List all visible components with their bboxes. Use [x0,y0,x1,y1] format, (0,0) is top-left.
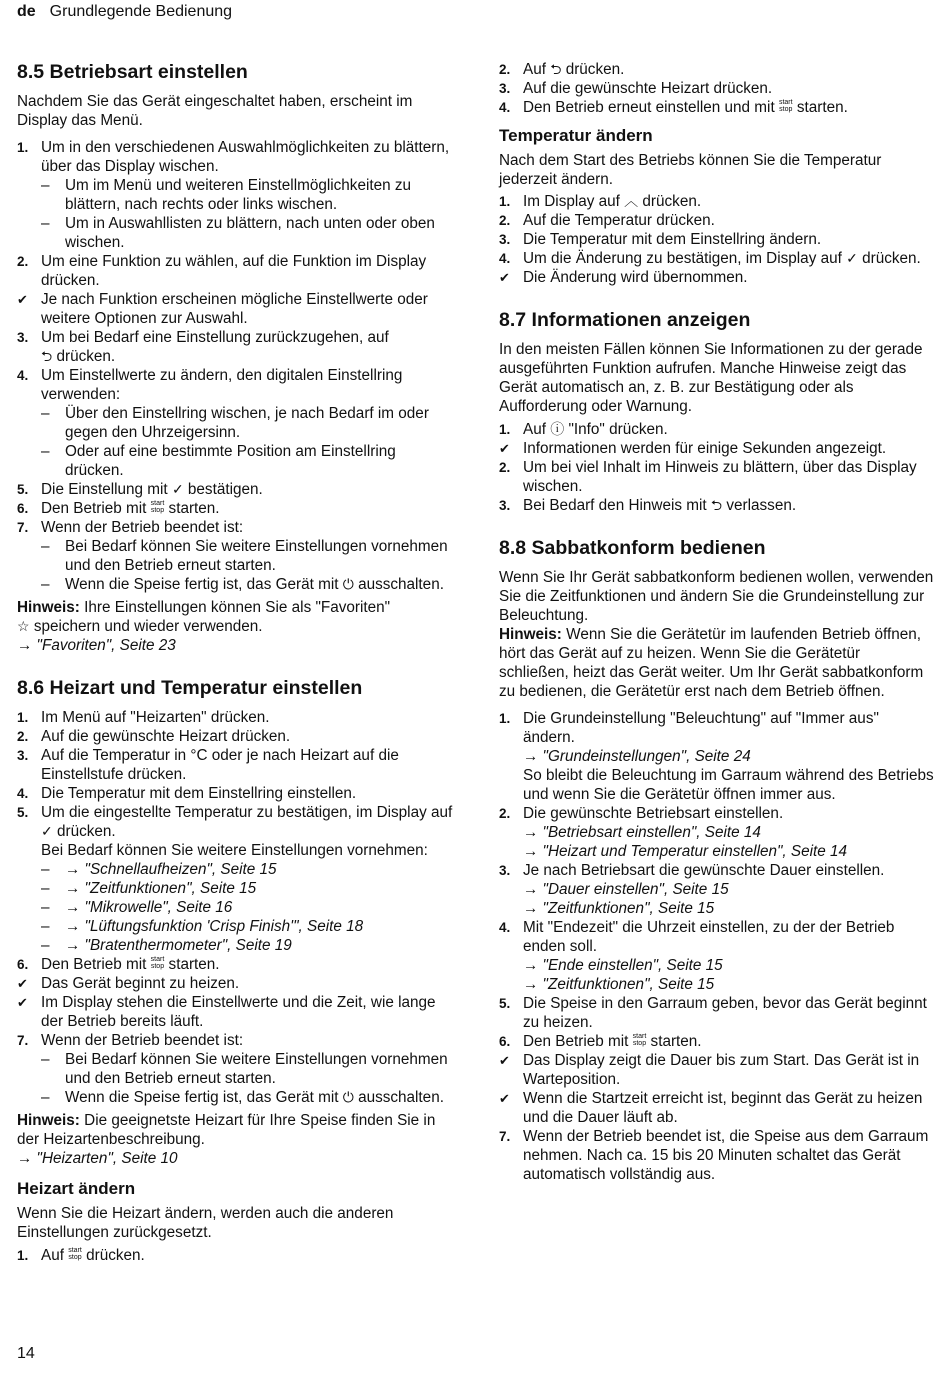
step: 7. Wenn der Betrieb beendet ist, die Speise aus dem Garraum nehmen. Nach ca. 15 bis 20 Minuten schaltet das Gerät automatisch vollständig aus. [499,1128,929,1183]
checkmark-icon: ✓ [846,250,858,266]
step: 1. Im Menü auf "Heizarten" drücken. [17,709,270,726]
step-text: Auf die gewünschte Heizart drücken. [523,80,773,97]
note: Hinweis: Ihre Einstellungen können Sie als "Favoriten" ☆ speichern und wieder verwenden. [17,599,391,635]
step-text: drücken. [565,61,625,78]
result-text: Im Display stehen die Einstellwerte und die Zeit, wie lange der Betrieb bereits läuft. [41,994,436,1030]
step: 7. Wenn der Betrieb beendet ist: [17,1032,244,1049]
start-stop-icon: start stop [150,956,165,970]
step-text: drücken. [56,348,116,365]
step-text: verlassen. [726,497,797,514]
step: 1. Auf ⓘ "Info" drücken. [499,421,668,438]
step-text: starten. [168,956,220,973]
back-icon: ⮌ [710,497,723,513]
step-text: Den Betrieb mit [41,500,147,517]
step: 1. Um in den verschiedenen Auswahlmöglichkeiten zu blättern, über das Display wischen. [17,139,450,175]
sub-step-text: ausschalten. [358,1089,444,1106]
sub-step-text: Bei Bedarf können Sie weitere Einstellungen vornehmen und den Betrieb erneut starten. [65,538,448,574]
heading-8-5: 8.5 Betriebsart einstellen [17,61,248,83]
heading-8-8: 8.8 Sabbatkonform bedienen [499,537,766,559]
left-column [17,60,457,1265]
step-text: Den Betrieb erneut einstellen und mit [523,99,775,116]
step-text: Die Speise in den Garraum geben, bevor das Gerät beginnt zu heizen. [523,995,927,1031]
sub-step-text: ausschalten. [358,576,444,593]
sub-step-text: Über den Einstellring wischen, je nach Bedarf im oder gegen den Uhrzeigersinn. [65,405,429,441]
intro-8-7: In den meisten Fällen können Sie Informationen zu der gerade ausgeführten Funktion aufrufen. Manche Hinweise zeigt das Gerät automatisch an, z. B. zur Bestätigung oder als Aufforderung oder Warnung. [499,341,923,415]
result [17,290,457,328]
step: 1. Auf start stop drücken. [17,1247,145,1264]
checkmark-icon: ✓ [171,481,184,497]
sub-step: – Wenn die Speise fertig ist, das Gerät mit ⏻ ausschalten. [41,1089,444,1106]
note: Hinweis: Wenn Sie die Gerätetür im laufenden Betrieb öffnen, hört das Gerät auf zu heizen. Wenn Sie die Gerätetür schließen, heizt das Gerät weiter. Um Ihr Gerät sabbatkonform zu bedienen, die Gerätetür erst nach dem Betrieb öffnen. [499,626,924,700]
result-text: Das Gerät beginnt zu heizen. [41,975,240,992]
result [17,993,457,1031]
heading-temperatur-aendern: Temperatur ändern [499,126,653,145]
step-text: starten. [168,500,220,517]
cross-reference[interactable]: → "Betriebsart einstellen", Seite 14 [523,824,761,841]
step: 2. Auf die gewünschte Heizart drücken. [17,728,291,745]
step: 3. Bei Bedarf den Hinweis mit ⮌ verlassen. [499,497,797,514]
cross-reference[interactable]: → "Heizart und Temperatur einstellen", Seite 14 [523,843,848,860]
sub-step-text: Wenn die Speise fertig ist, das Gerät mit [65,1089,339,1106]
step-text: Wenn der Betrieb beendet ist: [41,1032,244,1049]
step: 4. Um die Änderung zu bestätigen, im Display auf ✓ drücken. [499,250,921,267]
checkmark-icon: ✓ [41,823,53,839]
check-icon: ✔ [17,976,28,991]
sub-step: – Bei Bedarf können Sie weitere Einstellungen vornehmen und den Betrieb erneut starten. [41,1051,448,1087]
chevron-up-icon: ︿ [624,193,639,209]
step-text: Um in den verschiedenen Auswahlmöglichkeiten zu blättern, über das Display wischen. [41,139,450,175]
check-icon: ✔ [499,441,510,456]
step-text: Im Display auf [523,193,620,210]
reference-item[interactable]: – → "Bratenthermometer", Seite 19 [41,937,292,954]
step: 2. Auf ⮌ drücken. [499,61,625,78]
step: 4. Um Einstellwerte zu ändern, den digitalen Einstellring verwenden: [17,367,403,403]
step-text: So bleibt die Beleuchtung im Garraum während des Betriebs und wenn Sie die Gerätetür öffnen immer aus. [523,767,934,803]
step-text: starten. [796,99,848,116]
step-text: Um bei viel Inhalt im Hinweis zu blättern, über das Display wischen. [523,459,917,495]
sub-step-text: Wenn die Speise fertig ist, das Gerät mit [65,576,339,593]
intro-8-5: Nachdem Sie das Gerät eingeschaltet haben, erscheint im Display das Menü. [17,93,413,129]
heading-8-6: 8.6 Heizart und Temperatur einstellen [17,677,363,699]
result-text: Die Änderung wird übernommen. [523,269,748,286]
right-column [499,60,934,1184]
result [499,439,934,458]
step: 6. Den Betrieb mit start stop starten. [17,500,220,517]
step-text: Bei Bedarf den Hinweis mit [523,497,707,514]
sub-step-text: Oder auf eine bestimmte Position am Einstellring drücken. [65,443,396,479]
step-text: Auf die gewünschte Heizart drücken. [41,728,291,745]
sub-step: – Oder auf eine bestimmte Position am Einstellring drücken. [41,443,396,479]
check-icon: ✔ [17,292,28,307]
sub-step-text: Bei Bedarf können Sie weitere Einstellungen vornehmen und den Betrieb erneut starten. [65,1051,448,1087]
result [499,1089,934,1127]
heading-8-7: 8.7 Informationen anzeigen [499,309,751,331]
result [499,268,934,287]
step: 4. Mit "Endezeit" die Uhrzeit einstellen, zu der der Betrieb enden soll. → "Ende einstellen", Seite 15 → "Zeitfunktionen", Seite 15 [499,919,895,993]
step-text: "Info" drücken. [568,421,668,438]
intro-temp: Nach dem Start des Betriebs können Sie die Temperatur jederzeit ändern. [499,152,882,188]
heading-heizart-aendern: Heizart ändern [17,1179,136,1198]
step-text: Um die eingestellte Temperatur zu bestätigen, im Display auf [41,804,453,821]
step-text: Auf die Temperatur in °C oder je nach Heizart auf die Einstellstufe drücken. [41,747,399,783]
intro-heizart: Wenn Sie die Heizart ändern, werden auch die anderen Einstellungen zurückgesetzt. [17,1205,394,1241]
sub-step: – Um im Menü und weiteren Einstellmöglichkeiten zu blättern, nach rechts oder links wischen. [41,177,412,213]
cross-reference[interactable]: → "Grundeinstellungen", Seite 24 [523,748,751,765]
step: 2. Auf die Temperatur drücken. [499,212,715,229]
step-text: Den Betrieb mit [41,956,147,973]
page-header [17,2,232,21]
step: 3. Auf die gewünschte Heizart drücken. [499,80,773,97]
back-icon: ⮌ [41,348,53,364]
cross-reference[interactable]: → "Zeitfunktionen", Seite 15 [523,900,715,917]
step-text: Mit "Endezeit" die Uhrzeit einstellen, zu der der Betrieb enden soll. [523,919,895,955]
reference-item[interactable]: – → "Schnellaufheizen", Seite 15 [41,861,277,878]
start-stop-icon: start stop [632,1033,647,1047]
step-text: Die Grundeinstellung "Beleuchtung" auf "Immer aus" ändern. [523,710,879,746]
step-text: Die Temperatur mit dem Einstellring einstellen. [41,785,357,802]
step: 3. Um bei Bedarf eine Einstellung zurückzugehen, auf ⮌ drücken. [17,329,389,365]
step: 1. Im Display auf ︿ drücken. [499,193,702,210]
step: 2. Um eine Funktion zu wählen, auf die Funktion im Display drücken. [17,253,427,289]
cross-reference[interactable]: → "Ende einstellen", Seite 15 [523,957,723,974]
result-text: Wenn die Startzeit erreicht ist, beginnt das Gerät zu heizen und die Dauer läuft ab. [523,1090,923,1126]
step: 3. Die Temperatur mit dem Einstellring ändern. [499,231,822,248]
power-icon: ⏻ [342,576,354,592]
step-text: drücken. [862,250,921,267]
result-text: Informationen werden für einige Sekunden angezeigt. [523,440,887,457]
sub-step: – Über den Einstellring wischen, je nach Bedarf im oder gegen den Uhrzeigersinn. [41,405,429,441]
intro-8-8: Wenn Sie Ihr Gerät sabbatkonform bedienen wollen, verwenden Sie die Zeitfunktionen und ändern Sie die Grundeinstellung zur Beleuchtung. [499,569,934,624]
step-text: drücken. [56,823,116,840]
step-text: Um bei Bedarf eine Einstellung zurückzugehen, auf [41,329,389,346]
step: 5. Um die eingestellte Temperatur zu bestätigen, im Display auf ✓ drücken. Bei Bedarf können Sie weitere Einstellungen vornehmen: [17,804,453,859]
start-stop-icon: start stop [150,500,165,514]
sub-step: – Wenn die Speise fertig ist, das Gerät mit ⏻ ausschalten. [41,576,444,593]
cross-reference[interactable]: → "Zeitfunktionen", Seite 15 [523,976,715,993]
check-icon: ✔ [17,995,28,1010]
step-text: Um Einstellwerte zu ändern, den digitalen Einstellring verwenden: [41,367,403,403]
step-text: Auf [523,421,546,438]
step: 2. Die gewünschte Betriebsart einstellen. → "Betriebsart einstellen", Seite 14 → "Heizart und Temperatur einstellen", Seite 14 [499,805,848,860]
step: 4. Den Betrieb erneut einstellen und mit start stop starten. [499,99,848,116]
step-text: Die Einstellung mit [41,481,168,498]
step-text: Auf [523,61,546,78]
star-icon: ☆ [17,618,30,634]
step: 4. Die Temperatur mit dem Einstellring einstellen. [17,785,357,802]
step: 2. Um bei viel Inhalt im Hinweis zu blättern, über das Display wischen. [499,459,917,495]
step: 3. Auf die Temperatur in °C oder je nach Heizart auf die Einstellstufe drücken. [17,747,399,783]
step-text: starten. [650,1033,702,1050]
step: 6. Den Betrieb mit start stop starten. [499,1033,702,1050]
step-text: Um die Änderung zu bestätigen, im Display auf [523,250,842,267]
cross-reference[interactable]: → "Heizarten", Seite 10 [17,1150,178,1167]
header-section: Grundlegende Bedienung [49,3,233,20]
step-text: Je nach Betriebsart die gewünschte Dauer einstellen. [523,862,885,879]
step-text: Die Temperatur mit dem Einstellring ändern. [523,231,822,248]
page-number: 14 [17,1345,35,1362]
result-text: Je nach Funktion erscheinen mögliche Einstellwerte oder weitere Optionen zur Auswahl. [41,291,428,327]
check-icon: ✔ [499,1091,510,1106]
step-text: drücken. [86,1247,145,1264]
info-icon: ⓘ [550,421,565,437]
sub-step-text: Um in Auswahllisten zu blättern, nach unten oder oben wischen. [65,215,435,251]
result [17,974,457,993]
reference-item[interactable]: – → "Zeitfunktionen", Seite 15 [41,880,257,897]
step-text: Auf [41,1247,64,1264]
language-code: de [17,3,36,20]
check-icon: ✔ [499,1053,510,1068]
step: 5. Die Einstellung mit ✓ bestätigen. [17,481,263,498]
result-text: Das Display zeigt die Dauer bis zum Start. Das Gerät ist in Warteposition. [523,1052,920,1088]
power-icon: ⏻ [342,1089,354,1105]
step: 1. Die Grundeinstellung "Beleuchtung" auf "Immer aus" ändern. → "Grundeinstellungen", Seite 24 So bleibt die Beleuchtung im Garraum während des Betriebs und wenn Sie die Gerätetür öffnen immer aus. [499,710,934,803]
step-text: Bei Bedarf können Sie weitere Einstellungen vornehmen: [41,842,428,859]
sub-step: – Um in Auswahllisten zu blättern, nach unten oder oben wischen. [41,215,435,251]
step-text: drücken. [642,193,702,210]
reference-item[interactable]: – → "Lüftungsfunktion 'Crisp Finish'", Seite 18 [41,918,364,935]
step: 5. Die Speise in den Garraum geben, bevor das Gerät beginnt zu heizen. [499,995,927,1031]
reference-item[interactable]: – → "Mikrowelle", Seite 16 [41,899,233,916]
cross-reference[interactable]: → "Favoriten", Seite 23 [17,637,176,654]
step-text: Auf die Temperatur drücken. [523,212,715,229]
step-text: Wenn der Betrieb beendet ist: [41,519,244,536]
step-text: Im Menü auf "Heizarten" drücken. [41,709,270,726]
step-text: Um eine Funktion zu wählen, auf die Funktion im Display drücken. [41,253,427,289]
start-stop-icon: start stop [778,99,793,113]
sub-step-text: Um im Menü und weiteren Einstellmöglichkeiten zu blättern, nach rechts oder links wischen. [65,177,412,213]
sub-step: – Bei Bedarf können Sie weitere Einstellungen vornehmen und den Betrieb erneut starten. [41,538,448,574]
step-text: Wenn der Betrieb beendet ist, die Speise aus dem Garraum nehmen. Nach ca. 15 bis 20 Minuten schaltet das Gerät automatisch vollständig aus. [523,1128,929,1183]
step: 3. Je nach Betriebsart die gewünschte Dauer einstellen. → "Dauer einstellen", Seite 15 → "Zeitfunktionen", Seite 15 [499,862,885,917]
start-stop-icon: start stop [68,1247,82,1261]
step-text: bestätigen. [187,481,263,498]
back-icon: ⮌ [550,61,562,77]
step: 6. Den Betrieb mit start stop starten. [17,956,220,973]
check-icon: ✔ [499,270,510,285]
cross-reference[interactable]: → "Dauer einstellen", Seite 15 [523,881,729,898]
note: Hinweis: Die geeignetste Heizart für Ihre Speise finden Sie in der Heizartenbeschreibung. [17,1112,436,1148]
step: 7. Wenn der Betrieb beendet ist: [17,519,244,536]
step-text: Den Betrieb mit [523,1033,629,1050]
result [499,1051,934,1089]
step-text: Die gewünschte Betriebsart einstellen. [523,805,784,822]
